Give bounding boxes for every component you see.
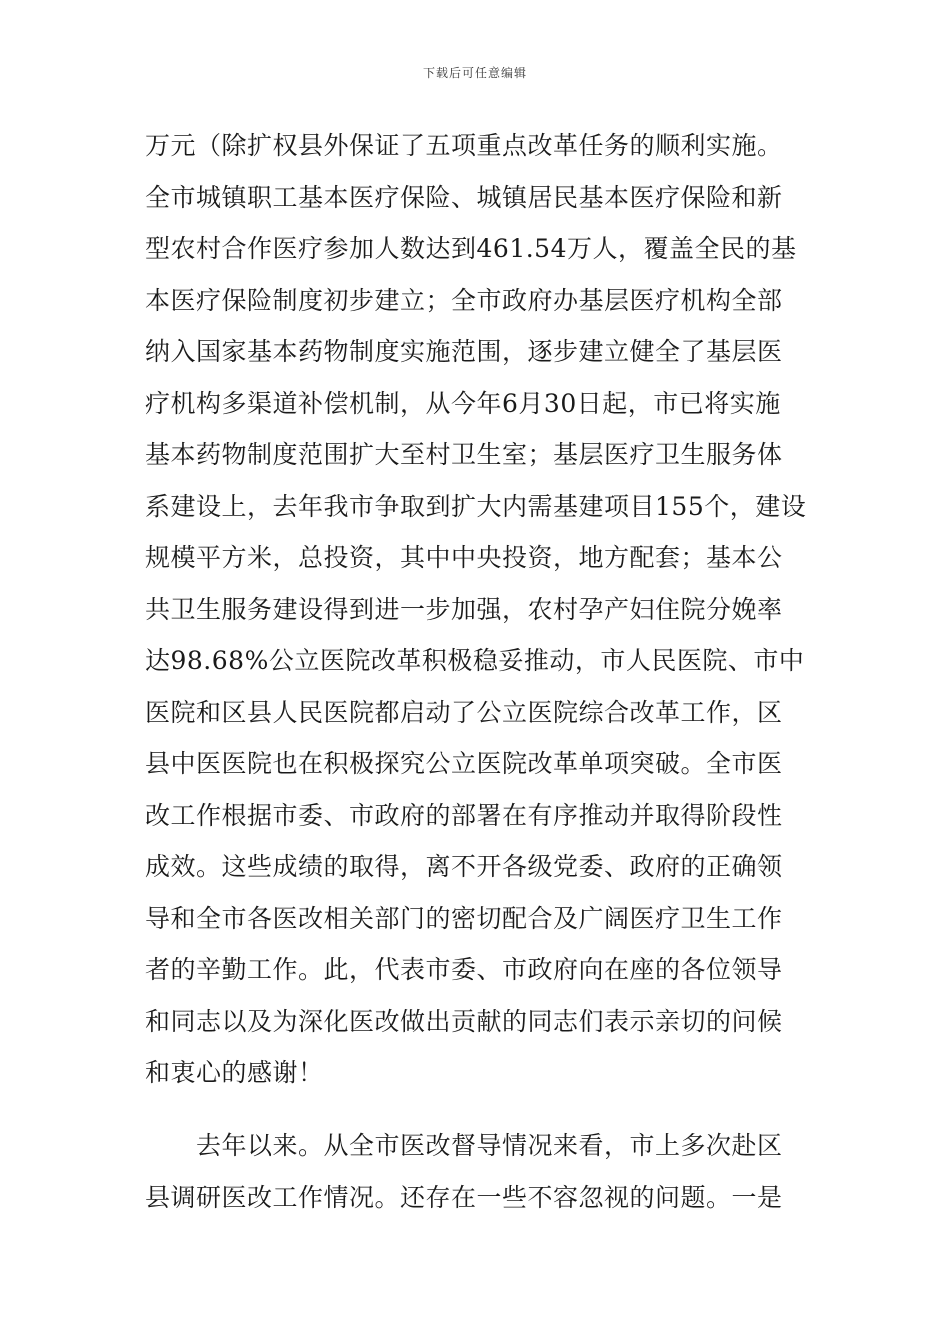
page-header: 下载后可任意编辑	[422, 66, 527, 80]
text-line: 基本药物制度范围扩大至村卫生室；基层医疗卫生服务体	[145, 440, 783, 469]
text-line: 型农村合作医疗参加人数达到461.54万人，覆盖全民的基	[145, 234, 797, 263]
text-line: 者的辛勤工作。此，代表市委、市政府向在座的各位领导	[145, 955, 783, 984]
text-line: 疗机构多渠道补偿机制，从今年6月30日起，市已将实施	[145, 388, 781, 418]
text-line: 和同志以及为深化医改做出贡献的同志们表示亲切的问候	[145, 1006, 783, 1036]
text-line: 导和全市各医改相关部门的密切配合及广阔医疗卫生工作	[145, 903, 783, 933]
paragraph-2	[145, 1120, 810, 1223]
text-line: 万元（除扩权县外保证了五项重点改革任务的顺利实施。	[145, 131, 783, 160]
text-line: 全市城镇职工基本医疗保险、城镇居民基本医疗保险和新	[145, 182, 783, 212]
text-line: 达98.68%公立医院改革积极稳妥推动，市人民医院、市中	[145, 646, 805, 675]
text-line: 县调研医改工作情况。还存在一些不容忽视的问题。一是	[145, 1182, 783, 1212]
text-line: 改工作根据市委、市政府的部署在有序推动并取得阶段性	[145, 800, 783, 830]
text-line: 县中医医院也在积极探究公立医院改革单项突破。全市医	[145, 749, 783, 778]
text-line: 去年以来。从全市医改督导情况来看，市上多次赴区	[145, 1131, 783, 1160]
text-line: 系建设上，去年我市争取到扩大内需基建项目155个，建设	[145, 491, 807, 521]
text-line: 成效。这些成绩的取得，离不开各级党委、政府的正确领	[145, 852, 783, 881]
text-line: 纳入国家基本药物制度实施范围，逐步建立健全了基层医	[145, 337, 783, 366]
text-line: 本医疗保险制度初步建立；全市政府办基层医疗机构全部	[145, 285, 783, 315]
text-line: 医院和区县人民医院都启动了公立医院综合改革工作，区	[145, 697, 783, 727]
text-line: 共卫生服务建设得到进一步加强，农村孕产妇住院分娩率	[145, 594, 783, 624]
text-line: 和衷心的感谢！	[145, 1058, 324, 1087]
paragraph-1	[145, 120, 810, 1099]
text-line: 规模平方米，总投资，其中中央投资，地方配套；基本公	[145, 543, 783, 572]
